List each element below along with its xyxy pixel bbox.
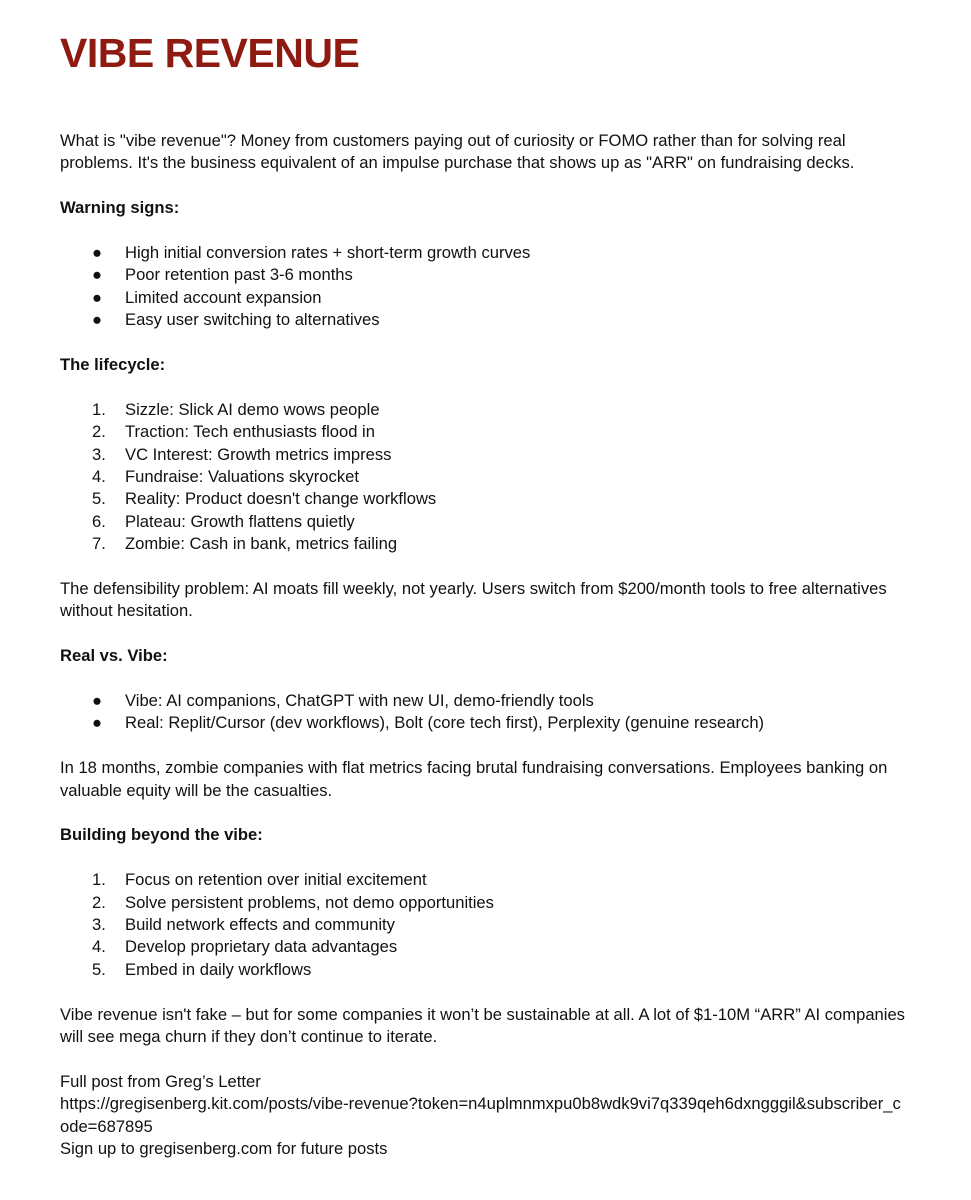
list-item: ● Poor retention past 3-6 months (60, 264, 910, 286)
post-url-link[interactable]: https://gregisenberg.kit.com/posts/vibe-revenue?token=n4uplmnmxpu0b8wdk9vi7q339qeh6dxngggil&subscriber_code=687895 (60, 1094, 901, 1136)
list-item: 4. Develop proprietary data advantages (60, 936, 910, 958)
lifecycle-list (60, 399, 910, 556)
intro-paragraph: What is "vibe revenue"? Money from customers paying out of curiosity or FOMO rather than for solving real problems. It's the business equivalent of an impulse purchase that shows up as "ARR" on fundraising decks. (60, 131, 855, 173)
list-item: 5. Embed in daily workflows (60, 959, 910, 981)
bullet-marker: ● (92, 691, 103, 711)
number-marker: 5. (92, 959, 106, 979)
list-item: 7. Zombie: Cash in bank, metrics failing (60, 533, 910, 555)
defensibility-paragraph: The defensibility problem: AI moats fill weekly, not yearly. Users switch from $200/month tools to free alternatives without hesitation. (60, 579, 887, 621)
number-marker: 2. (92, 422, 106, 442)
list-item: 1. Sizzle: Slick AI demo wows people (60, 399, 910, 421)
list-item: ● Vibe: AI companions, ChatGPT with new UI, demo-friendly tools (60, 690, 910, 712)
list-item: 2. Traction: Tech enthusiasts flood in (60, 421, 910, 443)
list-item: 3. Build network effects and community (60, 914, 910, 936)
warning-signs-heading: Warning signs: (60, 198, 180, 218)
bullet-marker: ● (92, 265, 103, 285)
conclusion-paragraph: Vibe revenue isn't fake – but for some companies it won’t be sustainable at all. A lot of $1-10M “ARR” AI companies will see mega churn if they don’t continue to iterate. (60, 1004, 905, 1047)
number-marker: 5. (92, 489, 106, 509)
warning-signs-list (60, 242, 910, 332)
list-item: 4. Fundraise: Valuations skyrocket (60, 466, 910, 488)
building-list (60, 869, 910, 981)
footer (60, 1071, 910, 1161)
number-marker: 1. (92, 870, 106, 890)
list-item: 1. Focus on retention over initial excitement (60, 869, 910, 891)
bullet-marker: ● (92, 287, 103, 307)
building-heading: Building beyond the vibe: (60, 825, 263, 845)
list-item: 3. VC Interest: Growth metrics impress (60, 444, 910, 466)
list-item: 2. Solve persistent problems, not demo opportunities (60, 892, 910, 914)
list-item: 5. Reality: Product doesn't change workflows (60, 488, 910, 510)
number-marker: 4. (92, 467, 106, 487)
bullet-marker: ● (92, 243, 103, 262)
number-marker: 4. (92, 937, 106, 957)
source-line: Full post from Greg’s Letter (60, 1071, 261, 1091)
list-item: ● Easy user switching to alternatives (60, 309, 910, 331)
number-marker: 3. (92, 444, 106, 464)
real-vs-vibe-heading: Real vs. Vibe: (60, 646, 168, 666)
bullet-marker: ● (92, 713, 103, 733)
real-vs-vibe-list (60, 690, 910, 735)
lifecycle-heading: The lifecycle: (60, 355, 166, 375)
signup-line: Sign up to gregisenberg.com for future posts (60, 1139, 388, 1159)
list-item: 6. Plateau: Growth flattens quietly (60, 511, 910, 533)
document-title: VIBE REVENUE (60, 30, 360, 76)
bullet-marker: ● (92, 310, 103, 330)
number-marker: 2. (92, 892, 106, 912)
list-item: ● High initial conversion rates + short-term growth curves (60, 242, 910, 264)
number-marker: 7. (92, 534, 106, 554)
list-item: ● Real: Replit/Cursor (dev workflows), Bolt (core tech first), Perplexity (genuine research) (60, 712, 910, 734)
number-marker: 6. (92, 511, 106, 531)
number-marker: 1. (92, 399, 106, 419)
document-body (60, 130, 910, 1161)
zombie-paragraph: In 18 months, zombie companies with flat metrics facing brutal fundraising conversations. Employees banking on valuable equity will be the casualties. (60, 758, 888, 800)
list-item: ● Limited account expansion (60, 287, 910, 309)
number-marker: 3. (92, 915, 106, 935)
